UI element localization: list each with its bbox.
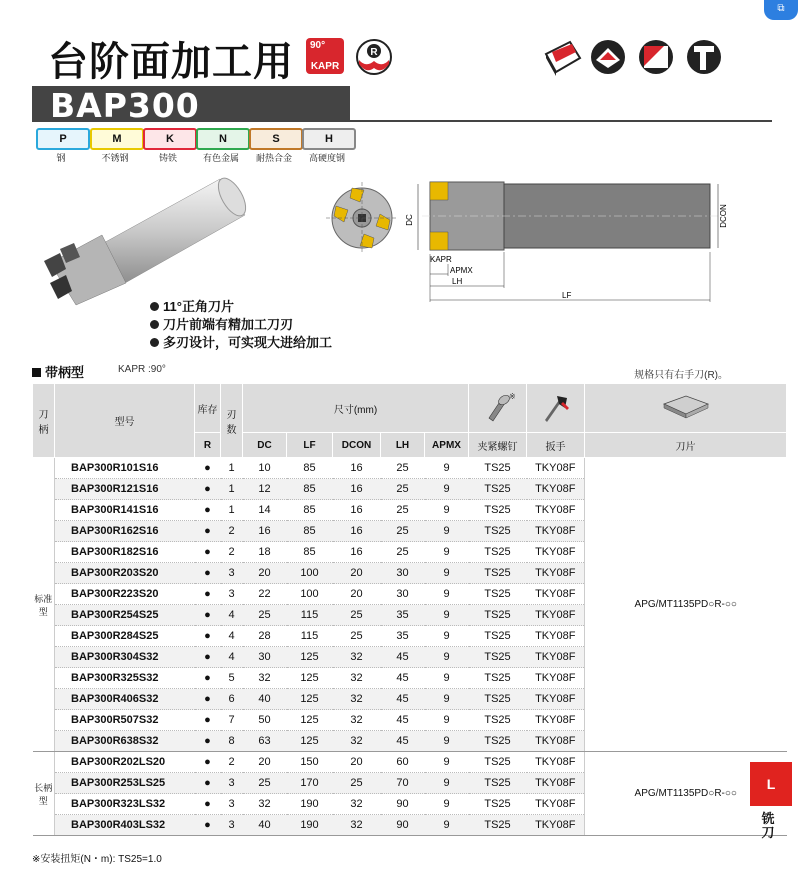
cell-dcon: 25: [333, 626, 381, 647]
table-row: [33, 752, 787, 773]
cell-screw: TS25: [469, 542, 527, 563]
cell-dc: 20: [243, 563, 287, 584]
col-wrench-icon-cell: [527, 384, 585, 433]
col-insert: 刀片: [585, 433, 787, 458]
col-dcon: DCON: [333, 433, 381, 458]
col-model: 型号: [55, 384, 195, 458]
corner-badge-icon[interactable]: ⧉: [764, 0, 798, 20]
cell-dc: 10: [243, 458, 287, 479]
cell-wrench: TKY08F: [527, 647, 585, 668]
cell-lf: 125: [287, 668, 333, 689]
dim-dcon: DCON: [719, 204, 728, 228]
cell-screw: TS25: [469, 458, 527, 479]
screw-icon: [483, 390, 516, 424]
insert-icon: [656, 392, 716, 422]
cell-dc: 14: [243, 500, 287, 521]
cell-lh: 45: [381, 668, 425, 689]
cell-apmx: 9: [425, 584, 469, 605]
col-screw: 夹紧螺钉: [469, 433, 527, 458]
cell-dc: 40: [243, 689, 287, 710]
face-milling-icon: [636, 38, 676, 76]
cell-flutes: 3: [221, 773, 243, 794]
cell-screw: TS25: [469, 794, 527, 815]
cell-lh: 90: [381, 794, 425, 815]
wrench-icon: [541, 390, 571, 424]
spec-table-body: [33, 458, 787, 836]
cell-flutes: 5: [221, 668, 243, 689]
cell-stock: ●: [195, 815, 221, 836]
cell-wrench: TKY08F: [527, 584, 585, 605]
col-apmx: APMX: [425, 433, 469, 458]
cell-lf: 85: [287, 500, 333, 521]
cell-flutes: 7: [221, 710, 243, 731]
cell-model: BAP300R162S16: [55, 521, 195, 542]
col-insert-icon-cell: [585, 384, 787, 433]
material-k: K: [143, 128, 197, 150]
material-h: H: [302, 128, 356, 150]
cell-model: BAP300R638S32: [55, 731, 195, 752]
cell-stock: ●: [195, 479, 221, 500]
cell-model: BAP300R141S16: [55, 500, 195, 521]
cell-stock: ●: [195, 626, 221, 647]
cell-apmx: 9: [425, 563, 469, 584]
col-shank: 刀柄: [33, 384, 55, 458]
cell-flutes: 2: [221, 542, 243, 563]
cell-lh: 25: [381, 500, 425, 521]
screw-note: ※: [508, 391, 516, 401]
cell-lh: 30: [381, 563, 425, 584]
cell-dc: 12: [243, 479, 287, 500]
cell-apmx: 9: [425, 668, 469, 689]
cell-flutes: 3: [221, 563, 243, 584]
cell-lh: 45: [381, 731, 425, 752]
cell-wrench: TKY08F: [527, 605, 585, 626]
cell-lh: 70: [381, 773, 425, 794]
cell-dcon: 16: [333, 542, 381, 563]
cell-model: BAP300R121S16: [55, 479, 195, 500]
cell-dc: 25: [243, 773, 287, 794]
cell-dc: 16: [243, 521, 287, 542]
cell-stock: ●: [195, 794, 221, 815]
insert-spec: APG/MT1135PD○R-○○: [585, 458, 787, 752]
cell-wrench: TKY08F: [527, 521, 585, 542]
cell-apmx: 9: [425, 731, 469, 752]
cell-lh: 45: [381, 689, 425, 710]
kapr-badge: [306, 38, 344, 74]
cell-flutes: 6: [221, 689, 243, 710]
shank-group-label: 长柄型: [33, 752, 55, 836]
cell-model: BAP300R304S32: [55, 647, 195, 668]
cell-apmx: 9: [425, 794, 469, 815]
dim-apmx: APMX: [450, 266, 473, 275]
cell-screw: TS25: [469, 815, 527, 836]
cell-flutes: 2: [221, 521, 243, 542]
model-name: BAP300: [50, 86, 200, 125]
cell-dc: 50: [243, 710, 287, 731]
cell-stock: ●: [195, 542, 221, 563]
cell-apmx: 9: [425, 500, 469, 521]
cell-lf: 170: [287, 773, 333, 794]
cell-screw: TS25: [469, 479, 527, 500]
kapr-note: KAPR :90°: [118, 364, 166, 375]
cell-dcon: 32: [333, 731, 381, 752]
cell-apmx: 9: [425, 689, 469, 710]
cell-flutes: 4: [221, 626, 243, 647]
cell-lh: 25: [381, 479, 425, 500]
cell-lf: 85: [287, 542, 333, 563]
cell-wrench: TKY08F: [527, 458, 585, 479]
cell-lf: 125: [287, 731, 333, 752]
cell-dcon: 32: [333, 710, 381, 731]
bullet-icon: [150, 320, 159, 329]
cell-model: BAP300R101S16: [55, 458, 195, 479]
cell-wrench: TKY08F: [527, 710, 585, 731]
cell-flutes: 8: [221, 731, 243, 752]
col-lf: LF: [287, 433, 333, 458]
cell-dc: 28: [243, 626, 287, 647]
cell-lf: 85: [287, 458, 333, 479]
cell-wrench: TKY08F: [527, 479, 585, 500]
material-s-name: 耐热合金: [255, 153, 292, 163]
cell-model: BAP300R203S20: [55, 563, 195, 584]
cell-model: BAP300R223S20: [55, 584, 195, 605]
cell-dcon: 32: [333, 647, 381, 668]
cell-stock: ●: [195, 605, 221, 626]
right-hand-icon: [355, 38, 393, 76]
col-wrench: 扳手: [527, 433, 585, 458]
cell-stock: ●: [195, 752, 221, 773]
material-s: S: [249, 128, 303, 150]
cell-screw: TS25: [469, 626, 527, 647]
side-category-label: 铣刀: [761, 811, 775, 840]
cell-screw: TS25: [469, 500, 527, 521]
col-dc: DC: [243, 433, 287, 458]
cell-screw: TS25: [469, 668, 527, 689]
cell-lh: 45: [381, 647, 425, 668]
cell-lh: 90: [381, 815, 425, 836]
cell-screw: TS25: [469, 773, 527, 794]
cell-wrench: TKY08F: [527, 626, 585, 647]
cell-dcon: 32: [333, 815, 381, 836]
cell-dcon: 32: [333, 794, 381, 815]
cell-lh: 60: [381, 752, 425, 773]
cell-model: BAP300R325S32: [55, 668, 195, 689]
cell-dcon: 16: [333, 500, 381, 521]
cell-model: BAP300R202LS20: [55, 752, 195, 773]
feature-2: 刀片前端有精加工刀刃: [150, 314, 293, 333]
cell-wrench: TKY08F: [527, 500, 585, 521]
cell-apmx: 9: [425, 752, 469, 773]
cell-dc: 20: [243, 752, 287, 773]
cell-stock: ●: [195, 689, 221, 710]
cell-model: BAP300R254S25: [55, 605, 195, 626]
material-m-name: 不锈钢: [101, 153, 129, 163]
cell-lf: 85: [287, 521, 333, 542]
cell-wrench: TKY08F: [527, 689, 585, 710]
cell-stock: ●: [195, 458, 221, 479]
dim-lf: LF: [562, 291, 572, 300]
cell-wrench: TKY08F: [527, 752, 585, 773]
cell-stock: ●: [195, 563, 221, 584]
cell-flutes: 2: [221, 752, 243, 773]
cell-lf: 125: [287, 710, 333, 731]
r-symbol: R: [370, 47, 378, 58]
cell-lf: 115: [287, 605, 333, 626]
material-p-name: 钢: [56, 153, 66, 163]
col-stock-r: R: [195, 433, 221, 458]
cell-apmx: 9: [425, 773, 469, 794]
cell-lf: 100: [287, 584, 333, 605]
cell-apmx: 9: [425, 521, 469, 542]
cell-model: BAP300R253LS25: [55, 773, 195, 794]
cell-lh: 35: [381, 626, 425, 647]
dim-kapr: KAPR: [430, 255, 452, 264]
material-k-name: 铸铁: [158, 153, 177, 163]
cell-wrench: TKY08F: [527, 563, 585, 584]
cell-dcon: 25: [333, 605, 381, 626]
cell-apmx: 9: [425, 479, 469, 500]
cell-dcon: 20: [333, 584, 381, 605]
side-tab-l[interactable]: L: [750, 762, 792, 806]
tool-photo: [30, 165, 260, 305]
spec-table: [32, 383, 787, 836]
slotting-icon: [588, 38, 628, 76]
bullet-icon: [150, 338, 159, 347]
cell-dc: 18: [243, 542, 287, 563]
cell-dc: 25: [243, 605, 287, 626]
cell-lh: 25: [381, 458, 425, 479]
cell-lf: 150: [287, 752, 333, 773]
cell-lf: 100: [287, 563, 333, 584]
kapr-angle: 90°: [310, 40, 326, 51]
cell-dcon: 16: [333, 479, 381, 500]
cell-screw: TS25: [469, 752, 527, 773]
cell-lh: 35: [381, 605, 425, 626]
feature-3: 多刃设计，可实现大进给加工: [150, 332, 332, 351]
cell-stock: ●: [195, 773, 221, 794]
cell-stock: ●: [195, 584, 221, 605]
material-n-name: 有色金属: [202, 153, 239, 163]
cell-apmx: 9: [425, 458, 469, 479]
cell-dc: 63: [243, 731, 287, 752]
table-row: [33, 458, 787, 479]
cell-dcon: 20: [333, 752, 381, 773]
material-p: P: [36, 128, 90, 150]
col-dims: 尺寸(mm): [243, 384, 469, 433]
cell-stock: ●: [195, 521, 221, 542]
cell-flutes: 1: [221, 500, 243, 521]
technical-drawing: [322, 176, 742, 308]
cell-dc: 30: [243, 647, 287, 668]
shoulder-milling-icon: [542, 38, 582, 76]
dim-lh: LH: [452, 277, 463, 286]
cell-model: BAP300R406S32: [55, 689, 195, 710]
cell-stock: ●: [195, 710, 221, 731]
cell-model: BAP300R284S25: [55, 626, 195, 647]
cell-lh: 25: [381, 542, 425, 563]
cell-flutes: 3: [221, 584, 243, 605]
cell-wrench: TKY08F: [527, 815, 585, 836]
cell-lf: 190: [287, 794, 333, 815]
cell-stock: ●: [195, 500, 221, 521]
col-stock: 库存: [195, 384, 221, 433]
cell-wrench: TKY08F: [527, 542, 585, 563]
cell-flutes: 4: [221, 605, 243, 626]
cell-dcon: 32: [333, 689, 381, 710]
cell-model: BAP300R507S32: [55, 710, 195, 731]
cell-apmx: 9: [425, 605, 469, 626]
page-title: 台阶面加工用: [48, 39, 294, 85]
cell-dc: 32: [243, 794, 287, 815]
insert-spec: APG/MT1135PD○R-○○: [585, 752, 787, 836]
cell-lf: 85: [287, 479, 333, 500]
cell-screw: TS25: [469, 605, 527, 626]
cell-apmx: 9: [425, 710, 469, 731]
section-title: 带柄型: [32, 362, 84, 381]
cell-dcon: 20: [333, 563, 381, 584]
cell-apmx: 9: [425, 626, 469, 647]
cell-dcon: 25: [333, 773, 381, 794]
hand-note: 规格只有右手刀(R)。: [634, 370, 728, 381]
cell-screw: TS25: [469, 521, 527, 542]
cell-stock: ●: [195, 668, 221, 689]
cell-lf: 190: [287, 815, 333, 836]
col-flutes: 刃数: [221, 384, 243, 458]
cell-dcon: 32: [333, 668, 381, 689]
cell-screw: TS25: [469, 731, 527, 752]
cell-screw: TS25: [469, 647, 527, 668]
cell-stock: ●: [195, 647, 221, 668]
feature-1: 11°正角刀片: [150, 296, 234, 315]
shank-group-label: 标准型: [33, 458, 55, 752]
col-lh: LH: [381, 433, 425, 458]
cell-flutes: 1: [221, 458, 243, 479]
cell-screw: TS25: [469, 710, 527, 731]
bullet-icon: [150, 302, 159, 311]
dim-dc: DC: [405, 214, 414, 226]
col-screw-icon-cell: [469, 384, 527, 433]
torque-footnote: ※安装扭矩(N・m): TS25=1.0: [32, 854, 162, 865]
cell-dcon: 16: [333, 458, 381, 479]
cell-stock: ●: [195, 731, 221, 752]
cell-wrench: TKY08F: [527, 731, 585, 752]
square-bullet-icon: [32, 368, 41, 377]
cell-flutes: 3: [221, 815, 243, 836]
cell-lf: 125: [287, 647, 333, 668]
kapr-label: KAPR: [310, 61, 340, 72]
cell-model: BAP300R403LS32: [55, 815, 195, 836]
cell-flutes: 1: [221, 479, 243, 500]
cell-screw: TS25: [469, 584, 527, 605]
cell-flutes: 3: [221, 794, 243, 815]
cell-lh: 30: [381, 584, 425, 605]
cell-apmx: 9: [425, 815, 469, 836]
cell-dcon: 16: [333, 521, 381, 542]
cell-lh: 45: [381, 710, 425, 731]
cell-lf: 125: [287, 689, 333, 710]
cell-model: BAP300R323LS32: [55, 794, 195, 815]
cell-apmx: 9: [425, 647, 469, 668]
cell-lh: 25: [381, 521, 425, 542]
cell-lf: 115: [287, 626, 333, 647]
cell-wrench: TKY08F: [527, 794, 585, 815]
plunge-icon: [684, 38, 724, 76]
material-n: N: [196, 128, 250, 150]
cell-screw: TS25: [469, 563, 527, 584]
cell-dc: 32: [243, 668, 287, 689]
cell-wrench: TKY08F: [527, 773, 585, 794]
cell-dc: 40: [243, 815, 287, 836]
cell-model: BAP300R182S16: [55, 542, 195, 563]
cell-flutes: 4: [221, 647, 243, 668]
material-m: M: [90, 128, 144, 150]
cell-dc: 22: [243, 584, 287, 605]
material-h-name: 高硬度钢: [308, 153, 345, 163]
cell-screw: TS25: [469, 689, 527, 710]
cell-wrench: TKY08F: [527, 668, 585, 689]
cell-apmx: 9: [425, 542, 469, 563]
